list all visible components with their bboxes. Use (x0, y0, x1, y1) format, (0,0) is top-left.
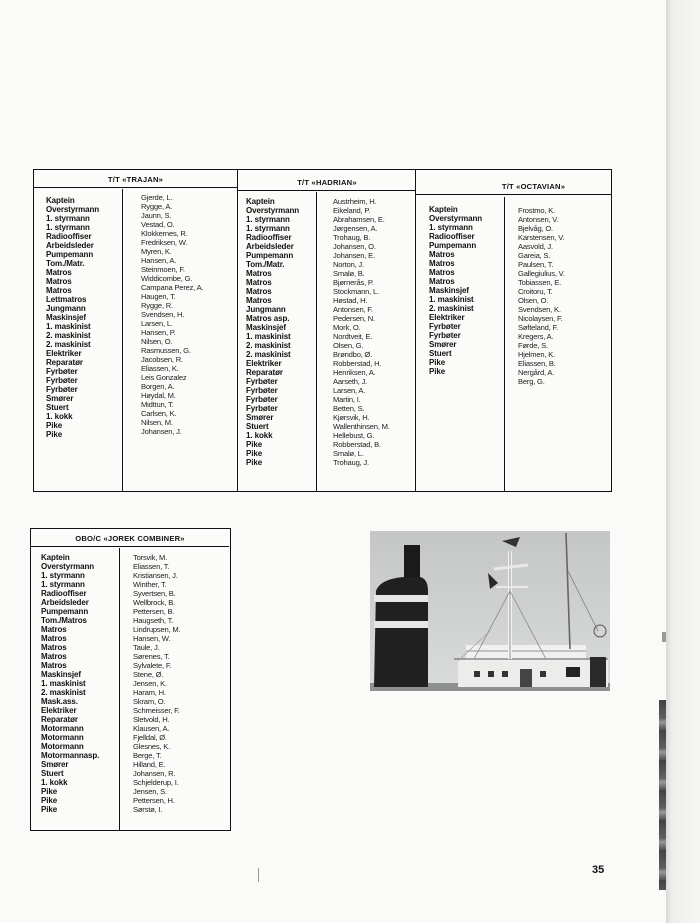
ship-column-jorek-combiner (31, 529, 229, 830)
crew-role: Tom./Matr. (246, 260, 285, 269)
crew-role: Radiooffiser (246, 233, 292, 242)
crew-name: Svendsen, K. (518, 305, 561, 314)
crew-name: Olsen, G. (333, 341, 364, 350)
crew-name: Førde, S. (518, 341, 548, 350)
crew-name: Robberstad, H. (333, 359, 382, 368)
crew-name: Frostmo, K. (518, 206, 556, 215)
ship-crew-body (238, 192, 416, 491)
crew-role: Pumpemann (429, 241, 477, 250)
crew-role: Elektriker (46, 349, 82, 358)
crew-table-jorek-combiner (30, 528, 231, 831)
crew-role: Lettmatros (46, 295, 87, 304)
crew-name: Mork, O. (333, 323, 361, 332)
crew-name: Sylvalete, F. (133, 661, 172, 670)
crew-role: Reparatør (41, 715, 78, 724)
crew-role: Overstyrmann (246, 206, 300, 215)
crew-role: Matros (41, 652, 67, 661)
ship-header: T/T «HADRIAN» (238, 173, 416, 191)
crew-name: Skram, O. (133, 697, 166, 706)
crew-name: Schjelderup, I. (133, 778, 179, 787)
crew-name: Høstad, H. (333, 296, 368, 305)
role-column (34, 189, 120, 491)
crew-role: Pike (429, 358, 446, 367)
crew-name: Kristiansen, J. (133, 571, 178, 580)
crew-role: 1. maskinist (41, 679, 86, 688)
ship-header: T/T «OCTAVIAN» (416, 177, 611, 195)
crew-name: Stockmann, L. (333, 287, 379, 296)
crew-role: 2. maskinist (41, 688, 86, 697)
crew-role: Maskinsjef (46, 313, 86, 322)
crew-role: Matros (41, 634, 67, 643)
crew-role: Reparatør (46, 358, 83, 367)
role-column (31, 548, 119, 830)
crew-name: Haram, H. (133, 688, 166, 697)
crew-role: Fyrbøter (246, 386, 278, 395)
crew-name: Høydal, M. (141, 391, 176, 400)
crew-name: Rygge, R. (141, 301, 173, 310)
crew-name: Bjørnerås, P. (333, 278, 374, 287)
crew-name: Austrheim, H. (333, 197, 377, 206)
crew-role: 1. styrmann (46, 223, 90, 232)
page-edge-strip (659, 700, 666, 890)
ship-header: OBO/C «JOREK COMBINER» (31, 529, 229, 547)
crew-role: 1. styrmann (246, 224, 290, 233)
crew-role: Smører (46, 394, 74, 403)
crew-name: Eliassen, T. (133, 562, 170, 571)
crew-role: 1. styrmann (429, 223, 473, 232)
crew-role: Stuert (429, 349, 452, 358)
crew-name: Eliassen, B. (518, 359, 556, 368)
crew-name: Glesnes, K. (133, 742, 171, 751)
crew-name: Haugseth, T. (133, 616, 174, 625)
crew-name: Haugen, T. (141, 292, 176, 301)
ship-column-octavian (415, 170, 611, 491)
crew-role: Matros (46, 286, 72, 295)
crew-name: Betten, S. (333, 404, 365, 413)
crew-role: Motormannasp. (41, 751, 100, 760)
crew-role: 1. styrmann (41, 580, 85, 589)
crew-role: Matros (246, 287, 272, 296)
crew-name: Hansen, W. (133, 634, 171, 643)
crew-name: Vestad, O. (141, 220, 175, 229)
crew-role: Pike (41, 805, 58, 814)
crew-name: Berge, T. (133, 751, 162, 760)
crew-role: Mask.ass. (41, 697, 78, 706)
crew-name: Karstensen, V. (518, 233, 565, 242)
crew-name: Borgen, A. (141, 382, 175, 391)
page-number: 35 (592, 864, 605, 876)
crew-name: Eikeland, P. (333, 206, 371, 215)
crew-name: Gallegiulius, V. (518, 269, 565, 278)
crew-name: Hansen, A. (141, 256, 177, 265)
crew-role: Pumpemann (41, 607, 89, 616)
crew-name: Jaunn, S. (141, 211, 172, 220)
crew-name: Nilsen, M. (141, 418, 173, 427)
crew-role: Matros (429, 268, 455, 277)
crew-name: Berg, G. (518, 377, 545, 386)
crew-name: Pedersen, N. (333, 314, 375, 323)
crew-role: Arbeidsleder (246, 242, 294, 251)
crew-name: Jensen, K. (133, 679, 167, 688)
crew-role: Fyrbøter (246, 404, 278, 413)
crew-name: Sørenes, T. (133, 652, 170, 661)
crew-role: Elektriker (429, 313, 465, 322)
crew-name: Fjelldal, Ø. (133, 733, 167, 742)
crew-name: Steinmoen, F. (141, 265, 185, 274)
crew-name: Larsen, A. (333, 386, 366, 395)
crew-name: Tobiassen, E. (518, 278, 561, 287)
crew-role: Matros (46, 268, 72, 277)
crew-name: Campana Perez, A. (141, 283, 204, 292)
crew-name: Hansen, P. (141, 328, 176, 337)
crew-role: Pike (41, 796, 58, 805)
crew-name: Trohaug, B. (333, 233, 371, 242)
crew-name: Brøndbo, Ø. (333, 350, 373, 359)
crew-name: Svendsen, H. (141, 310, 185, 319)
ship-column-trajan (34, 170, 237, 491)
crew-role: 1. maskinist (429, 295, 474, 304)
crew-name: Henriksen, A. (333, 368, 376, 377)
crew-role: Smører (246, 413, 274, 422)
crew-role: Pike (246, 449, 263, 458)
crew-role: Pike (46, 421, 63, 430)
crew-name: Jørgensen, A. (333, 224, 378, 233)
crew-role: Matros (41, 661, 67, 670)
crew-role: Pumpemann (46, 250, 94, 259)
crew-role: 1. kokk (41, 778, 68, 787)
crew-role: Fyrbøter (429, 331, 461, 340)
scan-mark (662, 632, 666, 642)
crew-name: Wellbrock, B. (133, 598, 175, 607)
crew-role: Pike (246, 458, 263, 467)
crew-role: 1. styrmann (41, 571, 85, 580)
crew-role: Pike (41, 787, 58, 796)
page-edge-shadow (666, 0, 700, 923)
crew-name: Johansen, J. (141, 427, 182, 436)
crew-role: Matros (429, 259, 455, 268)
crew-role: Kaptein (429, 205, 458, 214)
crew-role: Motormann (41, 733, 84, 742)
crew-role: Pike (429, 367, 446, 376)
crew-role: Elektriker (41, 706, 77, 715)
crew-name: Pettersen, B. (133, 607, 175, 616)
ship-crew-body (31, 548, 229, 830)
crew-name: Nordtveit, E. (333, 332, 373, 341)
crew-role: 1. styrmann (246, 215, 290, 224)
crew-name: Hjelmen, K. (518, 350, 556, 359)
crew-role: Maskinsjef (429, 286, 469, 295)
ship-crew-body (416, 197, 611, 491)
crew-role: 2. maskinist (246, 350, 291, 359)
scan-mark (258, 868, 259, 882)
crew-name: Martin, I. (333, 395, 361, 404)
crew-role: Matros (41, 625, 67, 634)
crew-name: Syvertsen, B. (133, 589, 176, 598)
crew-role: 2. maskinist (246, 341, 291, 350)
crew-role: Overstyrmann (429, 214, 483, 223)
crew-role: Fyrbøter (429, 322, 461, 331)
crew-name: Wallenthinsen, M. (333, 422, 390, 431)
crew-name: Kregers, A. (518, 332, 554, 341)
crew-name: Schmeisser, F. (133, 706, 180, 715)
crew-role: 2. maskinist (46, 331, 91, 340)
name-column (119, 548, 229, 830)
crew-role: Pike (46, 430, 63, 439)
crew-name: Midttun, T. (141, 400, 174, 409)
crew-name: Hellebust, G. (333, 431, 375, 440)
crew-name: Sørstø, I. (133, 805, 163, 814)
crew-name: Stene, Ø. (133, 670, 164, 679)
name-column (316, 192, 416, 491)
crew-name: Eliassen, K. (141, 364, 179, 373)
crew-name: Olsen, O. (518, 296, 549, 305)
name-column (122, 189, 237, 491)
crew-role: 2. maskinist (46, 340, 91, 349)
crew-name: Smalø, B. (333, 269, 365, 278)
crew-role: 1. maskinist (46, 322, 91, 331)
crew-role: Stuert (46, 403, 69, 412)
crew-role: Kaptein (41, 553, 70, 562)
crew-role: Fyrbøter (46, 367, 78, 376)
crew-role: Matros (41, 643, 67, 652)
crew-role: Matros asp. (246, 314, 290, 323)
crew-name: Widdicombe, G. (141, 274, 193, 283)
crew-role: Fyrbøter (46, 376, 78, 385)
crew-name: Carlsen, K. (141, 409, 177, 418)
crew-role: 1. styrmann (46, 214, 90, 223)
crew-name: Pettersen, H. (133, 796, 175, 805)
crew-name: Antonsen, F. (333, 305, 373, 314)
crew-role: Fyrbøter (246, 377, 278, 386)
crew-name: Jensen, S. (133, 787, 167, 796)
crew-role: Reparatør (246, 368, 283, 377)
crew-role: Kaptein (46, 196, 75, 205)
crew-table-top (33, 169, 612, 492)
name-column (504, 197, 611, 491)
crew-name: Taule, J. (133, 643, 160, 652)
crew-role: Arbeidsleder (46, 241, 94, 250)
crew-name: Klokkernes, R. (141, 229, 188, 238)
crew-name: Johansen, E. (333, 251, 375, 260)
crew-name: Aasvold, J. (518, 242, 553, 251)
crew-name: Winther, T. (133, 580, 167, 589)
crew-name: Søfteland, F. (518, 323, 559, 332)
role-column (416, 197, 504, 491)
crew-name: Fredriksen, W. (141, 238, 188, 247)
crew-role: Stuert (41, 769, 64, 778)
crew-name: Smalø, L. (333, 449, 364, 458)
crew-role: Fyrbøter (46, 385, 78, 394)
crew-name: Sletvold, H. (133, 715, 170, 724)
ship-header: T/T «TRAJAN» (34, 170, 237, 188)
crew-name: Myren, K. (141, 247, 172, 256)
crew-role: Radiooffiser (46, 232, 92, 241)
crew-role: Elektriker (246, 359, 282, 368)
crew-name: Gareia, S. (518, 251, 551, 260)
crew-name: Gjerde, L. (141, 193, 173, 202)
crew-name: Bjelvåg, O. (518, 224, 553, 233)
ship-funnel-illustration (370, 531, 610, 691)
role-column (238, 192, 316, 491)
crew-name: Nicolaysen, F. (518, 314, 563, 323)
crew-role: Matros (246, 296, 272, 305)
crew-role: Jungmann (46, 304, 86, 313)
crew-role: 1. kokk (246, 431, 273, 440)
crew-role: 1. kokk (46, 412, 73, 421)
crew-name: Nergård, A. (518, 368, 555, 377)
crew-name: Nilsen, O. (141, 337, 173, 346)
crew-name: Johansen, R. (133, 769, 176, 778)
crew-role: 1. maskinist (246, 332, 291, 341)
crew-role: Radiooffiser (41, 589, 87, 598)
crew-name: Aarseth, J. (333, 377, 368, 386)
crew-role: Jungmann (246, 305, 286, 314)
crew-name: Klausen, A. (133, 724, 170, 733)
crew-name: Kjørsvik, H. (333, 413, 370, 422)
crew-name: Larsen, L. (141, 319, 173, 328)
crew-name: Abrahamsen, E. (333, 215, 385, 224)
crew-role: Fyrbøter (246, 395, 278, 404)
crew-role: Motormann (41, 724, 84, 733)
crew-role: Radiooffiser (429, 232, 475, 241)
crew-name: Johansen, O. (333, 242, 376, 251)
crew-name: Trohaug, J. (333, 458, 369, 467)
crew-role: Stuert (246, 422, 269, 431)
crew-role: Tom./Matros (41, 616, 87, 625)
crew-role: Pike (246, 440, 263, 449)
crew-role: 2. maskinist (429, 304, 474, 313)
crew-name: Torsvik, M. (133, 553, 168, 562)
crew-role: Matros (246, 269, 272, 278)
crew-role: Matros (46, 277, 72, 286)
crew-role: Smører (41, 760, 69, 769)
crew-role: Overstyrmann (41, 562, 95, 571)
crew-role: Arbeidsleder (41, 598, 89, 607)
ship-column-hadrian (237, 170, 416, 491)
crew-name: Jacobsen, R. (141, 355, 183, 364)
crew-name: Hilland, E. (133, 760, 166, 769)
crew-name: Rasmussen, G. (141, 346, 191, 355)
crew-role: Overstyrmann (46, 205, 100, 214)
crew-name: Croitoru, T. (518, 287, 553, 296)
crew-name: Paulsen, T. (518, 260, 554, 269)
crew-role: Maskinsjef (41, 670, 81, 679)
crew-role: Matros (246, 278, 272, 287)
crew-role: Matros (429, 250, 455, 259)
crew-name: Robberstad, B. (333, 440, 381, 449)
crew-role: Smører (429, 340, 457, 349)
crew-role: Tom./Matr. (46, 259, 85, 268)
ship-funnel-photo (370, 531, 610, 691)
crew-name: Norton, J. (333, 260, 364, 269)
crew-role: Maskinsjef (246, 323, 286, 332)
crew-role: Pumpemann (246, 251, 294, 260)
crew-role: Kaptein (246, 197, 275, 206)
crew-name: Rygge, A. (141, 202, 173, 211)
crew-name: Antonsen, V. (518, 215, 559, 224)
crew-role: Motormann (41, 742, 84, 751)
crew-name: Lindrupsen, M. (133, 625, 181, 634)
crew-name: Leis Gonzalez (141, 373, 187, 382)
crew-role: Matros (429, 277, 455, 286)
ship-crew-body (34, 189, 237, 491)
